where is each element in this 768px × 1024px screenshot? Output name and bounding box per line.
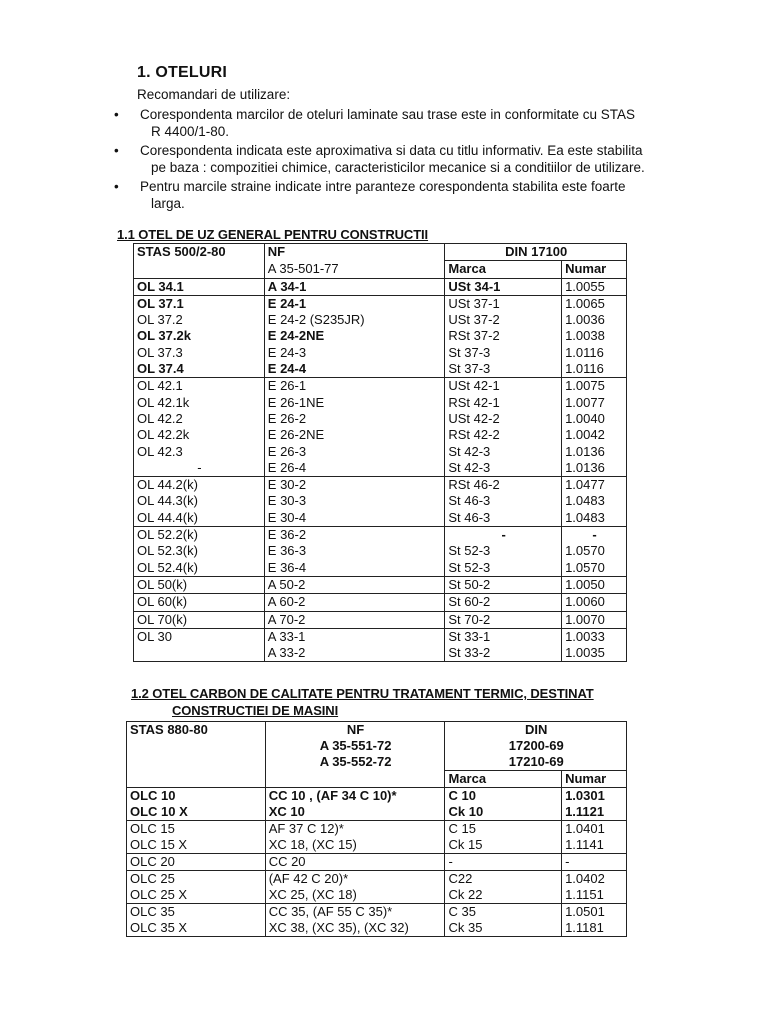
din-numar-cell: 1.0070 [562,611,627,628]
nf-cell: E 36-3 [264,543,445,559]
nf-cell: XC 25, (XC 18) [265,887,445,904]
table-row [134,361,627,378]
stas-cell: - [134,460,265,477]
header-stas: STAS 500/2-80 [134,244,265,261]
din-numar-cell: 1.0033 [562,628,627,645]
table-row [127,821,627,838]
din-marca-cell: RSt 42-1 [445,395,562,411]
table-row [127,904,627,921]
din-numar-cell: 1.0038 [565,328,605,344]
stas-cell: OLC 25 [127,871,266,888]
header-nf-standard: A 35-501-77 [264,261,445,278]
recommendations-list [112,106,672,214]
table-row [134,560,627,577]
din-marca-cell: Ck 35 [445,920,562,937]
nf-cell: CC 10 , (AF 34 C 10)* [265,788,445,805]
nf-cell: AF 37 C 12)* [265,821,445,838]
table-row [134,543,627,559]
din-numar-cell: - [562,854,627,871]
din-numar-cell: 1.0075 [562,378,627,395]
din-marca-cell: St 37-3 [445,345,562,361]
list-item [112,178,672,212]
din-marca-cell: St 70-2 [445,611,562,628]
nf-cell: A 50-2 [264,576,445,593]
din-marca-cell: Ck 10 [445,804,562,821]
bullet-icon: • [114,143,119,158]
header-din: DIN [525,722,548,737]
table-row [134,477,627,494]
din-numar-cell: 1.0042 [565,427,605,443]
stas-cell: OL 37.3 [134,345,265,361]
table-row [134,345,627,361]
stas-cell: OLC 25 X [127,887,266,904]
table-row [134,611,627,628]
din-marca-cell: RSt 42-2 [445,427,562,443]
stas-cell: OL 50(k) [134,576,265,593]
din-numar-cell: 1.0065 [562,295,627,312]
header-marca: Marca [445,261,562,278]
list-item [112,142,672,176]
list-item [112,106,672,140]
stas-cell: OLC 10 [127,788,266,805]
din-marca-cell: USt 42-1 [445,378,562,395]
nf-cell: E 26-1NE [264,395,445,411]
steel-general-table [133,243,627,662]
din-numar-cell: 1.0483 [565,493,605,509]
header-numar: Numar [562,261,627,278]
stas-cell: OLC 35 X [127,920,266,937]
din-marca-cell: RSt 46-2 [445,477,562,494]
stas-cell: OL 37.2k [134,328,265,344]
table-row [134,295,627,312]
nf-cell: E 24-1 [264,295,445,312]
table-row [134,411,627,427]
din-numar-cell: 1.0035 [565,645,605,661]
table-row [134,278,627,295]
list-item-text: Corespondenta indicata este aproximativa si data cu titlu informativ. Ea este stabilita [140,143,643,158]
din-numar-cell: 1.1121 [565,804,605,819]
din-numar-cell: 1.0055 [562,278,627,295]
header-din-standard-2: 17210-69 [445,754,627,771]
stas-cell: OL 52.2(k) [134,527,265,544]
header-stas: STAS 880-80 [127,722,266,739]
nf-cell: XC 18, (XC 15) [265,837,445,854]
section-2-title-cont: CONSTRUCTIEI DE MASINI [172,703,339,718]
stas-cell: OL 52.3(k) [134,543,265,559]
table-row [134,444,627,460]
header-numar: Numar [562,771,627,788]
nf-cell: E 26-2NE [264,427,445,443]
table-row [134,460,627,477]
stas-cell: OL 42.3 [134,444,265,460]
nf-cell: CC 35, (AF 55 C 35)* [265,904,445,921]
table-row [127,788,627,805]
bullet-icon: • [114,179,119,194]
stas-cell: OL 60(k) [134,594,265,611]
din-numar-cell: 1.0040 [565,410,605,426]
nf-cell: A 70-2 [264,611,445,628]
nf-cell: E 24-4 [264,361,445,378]
table-row [134,510,627,527]
din-marca-cell: RSt 37-2 [445,328,562,344]
din-marca-cell: St 37-3 [445,361,562,378]
stas-cell: OL 42.2k [134,427,265,443]
recommendations-heading: Recomandari de utilizare: [137,87,291,102]
header-din: DIN 17100 [445,244,627,261]
din-numar-cell: 1.0570 [565,559,605,575]
stas-cell: OL 70(k) [134,611,265,628]
table-row [134,594,627,611]
stas-cell [134,645,265,662]
din-marca-cell: Ck 15 [445,837,562,854]
nf-cell: E 30-4 [264,510,445,527]
nf-cell: CC 20 [265,854,445,871]
din-marca-cell: St 33-2 [445,645,562,662]
header-din-standard-1: 17200-69 [508,738,564,753]
din-numar-cell: 1.0501 [562,904,627,921]
din-marca-cell: - [445,854,562,871]
din-marca-cell: USt 42-2 [445,411,562,427]
stas-cell: OLC 10 X [127,804,266,821]
din-numar-cell: 1.0060 [562,594,627,611]
din-marca-cell: Ck 22 [445,887,562,904]
table-row [134,328,627,344]
din-marca-cell: - [445,527,562,544]
din-marca-cell: USt 34-1 [445,278,562,295]
stas-cell: OL 42.1k [134,395,265,411]
din-marca-cell: C 10 [445,788,562,805]
nf-cell: E 30-2 [264,477,445,494]
table-row [134,395,627,411]
stas-cell: OLC 15 X [127,837,266,854]
din-numar-cell: 1.0402 [562,871,627,888]
nf-cell: A 60-2 [264,594,445,611]
nf-cell: E 36-4 [264,560,445,577]
stas-cell: OL 37.1 [134,295,265,312]
din-numar-cell: 1.1181 [565,920,604,935]
section-1-title: 1.1 OTEL DE UZ GENERAL PENTRU CONSTRUCTII [117,227,429,242]
nf-cell: E 24-2 (S235JR) [264,312,445,328]
nf-cell: A 33-1 [264,628,445,645]
table-row [127,804,627,821]
din-numar-cell: 1.0077 [565,394,605,410]
nf-cell: E 24-2NE [264,328,445,344]
stas-cell: OL 44.2(k) [134,477,265,494]
stas-cell: OL 44.4(k) [134,510,265,527]
table-row [134,576,627,593]
table-row [134,527,627,544]
din-marca-cell: St 46-3 [445,493,562,509]
stas-cell: OL 34.1 [134,278,265,295]
header-nf-standard-1: A 35-551-72 [265,738,445,754]
table-row [127,854,627,871]
din-marca-cell: St 33-1 [445,628,562,645]
din-marca-cell: USt 37-2 [445,312,562,328]
table-row [127,887,627,904]
din-numar-cell: 1.0116 [565,361,604,377]
table-row [127,837,627,854]
din-numar-cell: 1.1141 [565,837,604,852]
din-numar-cell: 1.0483 [565,509,605,525]
table-row [134,378,627,395]
din-marca-cell: St 50-2 [445,576,562,593]
din-marca-cell: St 52-3 [445,560,562,577]
din-marca-cell: St 46-3 [445,510,562,527]
stas-cell: OL 42.1 [134,378,265,395]
table-row [134,628,627,645]
din-numar-cell: 1.0477 [562,477,627,494]
stas-cell: OL 30 [134,628,265,645]
stas-cell: OL 37.4 [134,361,265,378]
din-numar-cell: 1.0136 [565,459,605,475]
nf-cell: E 26-2 [264,411,445,427]
nf-cell: XC 10 [265,804,445,821]
list-item-text: Pentru marcile straine indicate intre paranteze corespondenta stabilita este foarte [140,179,626,194]
list-item-text: larga. [151,196,185,211]
din-marca-cell: St 42-3 [445,460,562,477]
din-numar-cell: 1.0570 [565,543,605,559]
header-nf: NF [265,722,445,739]
header-nf: NF [264,244,445,261]
din-marca-cell: C 35 [445,904,562,921]
stas-cell: OL 37.2 [134,312,265,328]
table-row [134,312,627,328]
din-numar-cell: 1.0301 [565,788,605,803]
table-row [127,920,627,937]
din-marca-cell: C22 [445,871,562,888]
din-numar-cell: 1.0116 [565,344,604,360]
stas-cell: OLC 15 [127,821,266,838]
din-marca-cell: USt 37-1 [445,295,562,312]
din-numar-cell: 1.0036 [565,312,605,328]
carbon-steel-table [126,721,627,937]
din-numar-cell: - [562,527,627,544]
nf-cell: A 34-1 [264,278,445,295]
nf-cell: E 26-1 [264,378,445,395]
nf-cell: A 33-2 [264,645,445,662]
stas-cell: OLC 20 [127,854,266,871]
nf-cell: E 36-2 [264,527,445,544]
stas-cell: OL 42.2 [134,411,265,427]
list-item-text: R 4400/1-80. [151,124,230,139]
table-row [127,871,627,888]
din-numar-cell: 1.0401 [562,821,627,838]
din-numar-cell: 1.0050 [562,576,627,593]
nf-cell: E 30-3 [264,493,445,509]
header-marca: Marca [445,771,562,788]
table-row [134,645,627,662]
list-item-text: Corespondenta marcilor de oteluri laminate sau trase este in conformitate cu STAS [140,107,635,122]
din-marca-cell: St 52-3 [445,543,562,559]
page-title: 1. OTELURI [137,64,228,81]
bullet-icon: • [114,107,119,122]
nf-cell: E 26-4 [264,460,445,477]
table-row [134,427,627,443]
nf-cell: E 24-3 [264,345,445,361]
din-marca-cell: St 60-2 [445,594,562,611]
table-row [134,493,627,509]
din-marca-cell: St 42-3 [445,444,562,460]
section-2-title: 1.2 OTEL CARBON DE CALITATE PENTRU TRATAMENT TERMIC, DESTINAT [131,686,594,701]
din-marca-cell: C 15 [445,821,562,838]
din-numar-cell: 1.1151 [565,887,604,902]
nf-cell: E 26-3 [264,444,445,460]
stas-cell: OL 44.3(k) [134,493,265,509]
stas-cell: OL 52.4(k) [134,560,265,577]
list-item-text: pe baza : compozitiei chimice, caracteristicilor mecanice si a conditiilor de utilizare. [151,160,645,175]
nf-cell: XC 38, (XC 35), (XC 32) [265,920,445,937]
nf-cell: (AF 42 C 20)* [265,871,445,888]
header-nf-standard-2: A 35-552-72 [265,754,445,771]
stas-cell: OLC 35 [127,904,266,921]
din-numar-cell: 1.0136 [565,443,605,459]
